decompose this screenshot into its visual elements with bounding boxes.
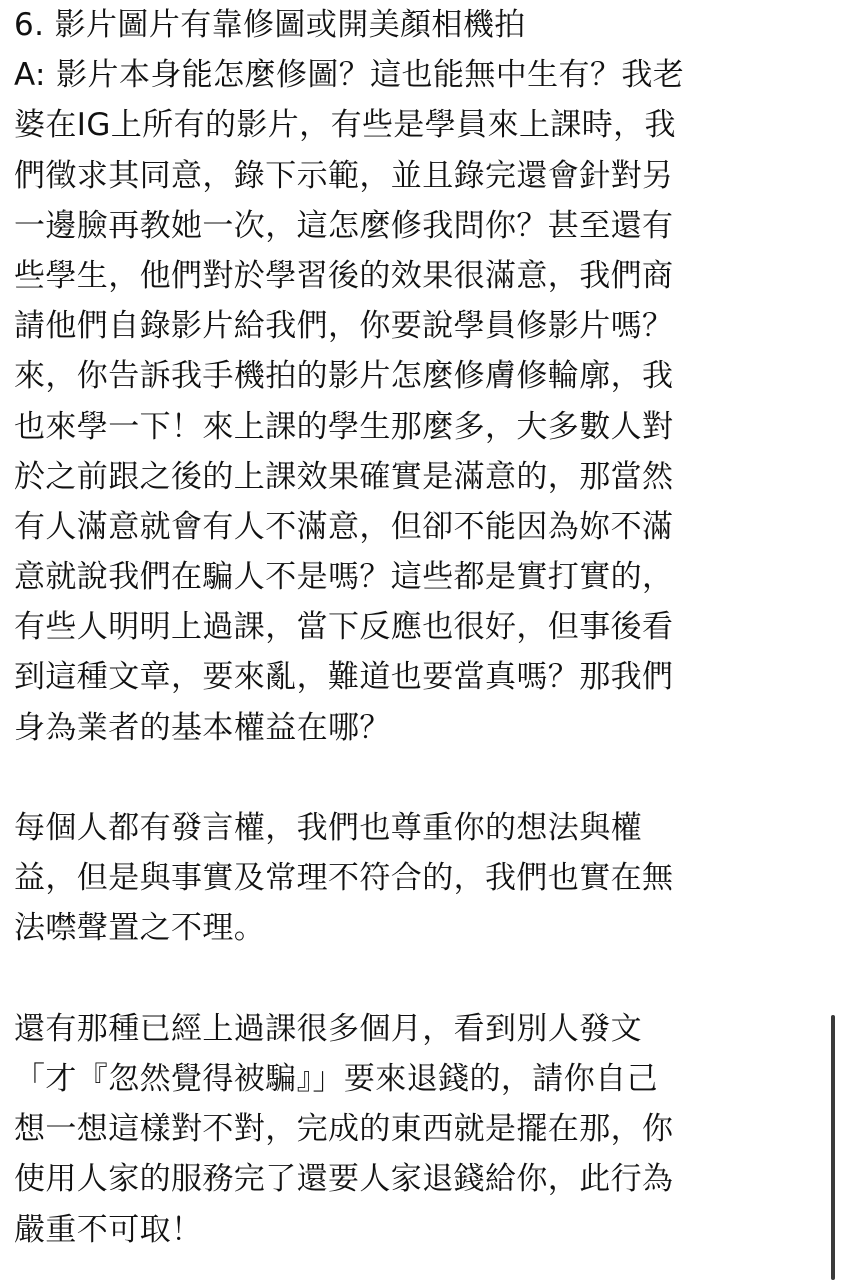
text-line: 婆在IG上所有的影片，有些是學員來上課時，我 [14,107,676,144]
text-line: 每個人都有發言權，我們也尊重你的想法與權 [14,810,642,846]
vertical-scrollbar[interactable] [831,1015,835,1280]
paragraph-gap [14,753,814,803]
paragraph-1 [14,0,814,753]
text-line: 使用人家的服務完了還要人家退錢給你，此行為 [14,1161,674,1198]
text-line: 也來學一下！來上課的學生那麼多，大多數人對 [14,408,674,445]
text-line: 益，但是與事實及常理不符合的，我們也實在無 [14,860,674,897]
text-line: A: 影片本身能怎麼修圖？這也能無中生有？我老 [14,57,685,94]
text-line: 6. 影片圖片有靠修圖或開美顏相機拍 [14,7,526,43]
text-line: 些學生，他們對於學習後的效果很滿意，我們商 [14,257,674,294]
text-line: 一邊臉再教她一次，這怎麼修我問你？甚至還有 [14,207,674,244]
text-line: 想一想這樣對不對，完成的東西就是擺在那，你 [14,1111,674,1148]
paragraph-gap [14,954,814,1004]
text-line: 請他們自錄影片給我們，你要說學員修影片嗎？ [14,308,674,345]
document-body [14,0,814,1255]
text-line: 法噤聲置之不理。 [14,910,266,947]
text-line: 身為業者的基本權益在哪？ [14,709,391,746]
text-line: 們徵求其同意，錄下示範，並且錄完還會針對另 [14,157,674,194]
text-line: 有些人明明上過課，當下反應也很好，但事後看 [14,609,674,646]
text-line: 到這種文章，要來亂，難道也要當真嗎？那我們 [14,659,674,696]
paragraph-2 [14,803,814,954]
text-line: 「才『忽然覺得被騙』」要來退錢的，請你自己 [14,1060,658,1097]
text-line: 於之前跟之後的上課效果確實是滿意的，那當然 [14,458,674,495]
text-line: 還有那種已經上過課很多個月，看到別人發文 [14,1010,642,1047]
text-line: 嚴重不可取！ [14,1211,203,1248]
text-line: 有人滿意就會有人不滿意，但卻不能因為妳不滿 [14,508,674,545]
text-line: 意就說我們在騙人不是嗎？這些都是實打實的， [14,559,674,596]
text-line: 來，你告訴我手機拍的影片怎麼修膚修輪廓，我 [14,358,674,395]
paragraph-3 [14,1004,814,1255]
